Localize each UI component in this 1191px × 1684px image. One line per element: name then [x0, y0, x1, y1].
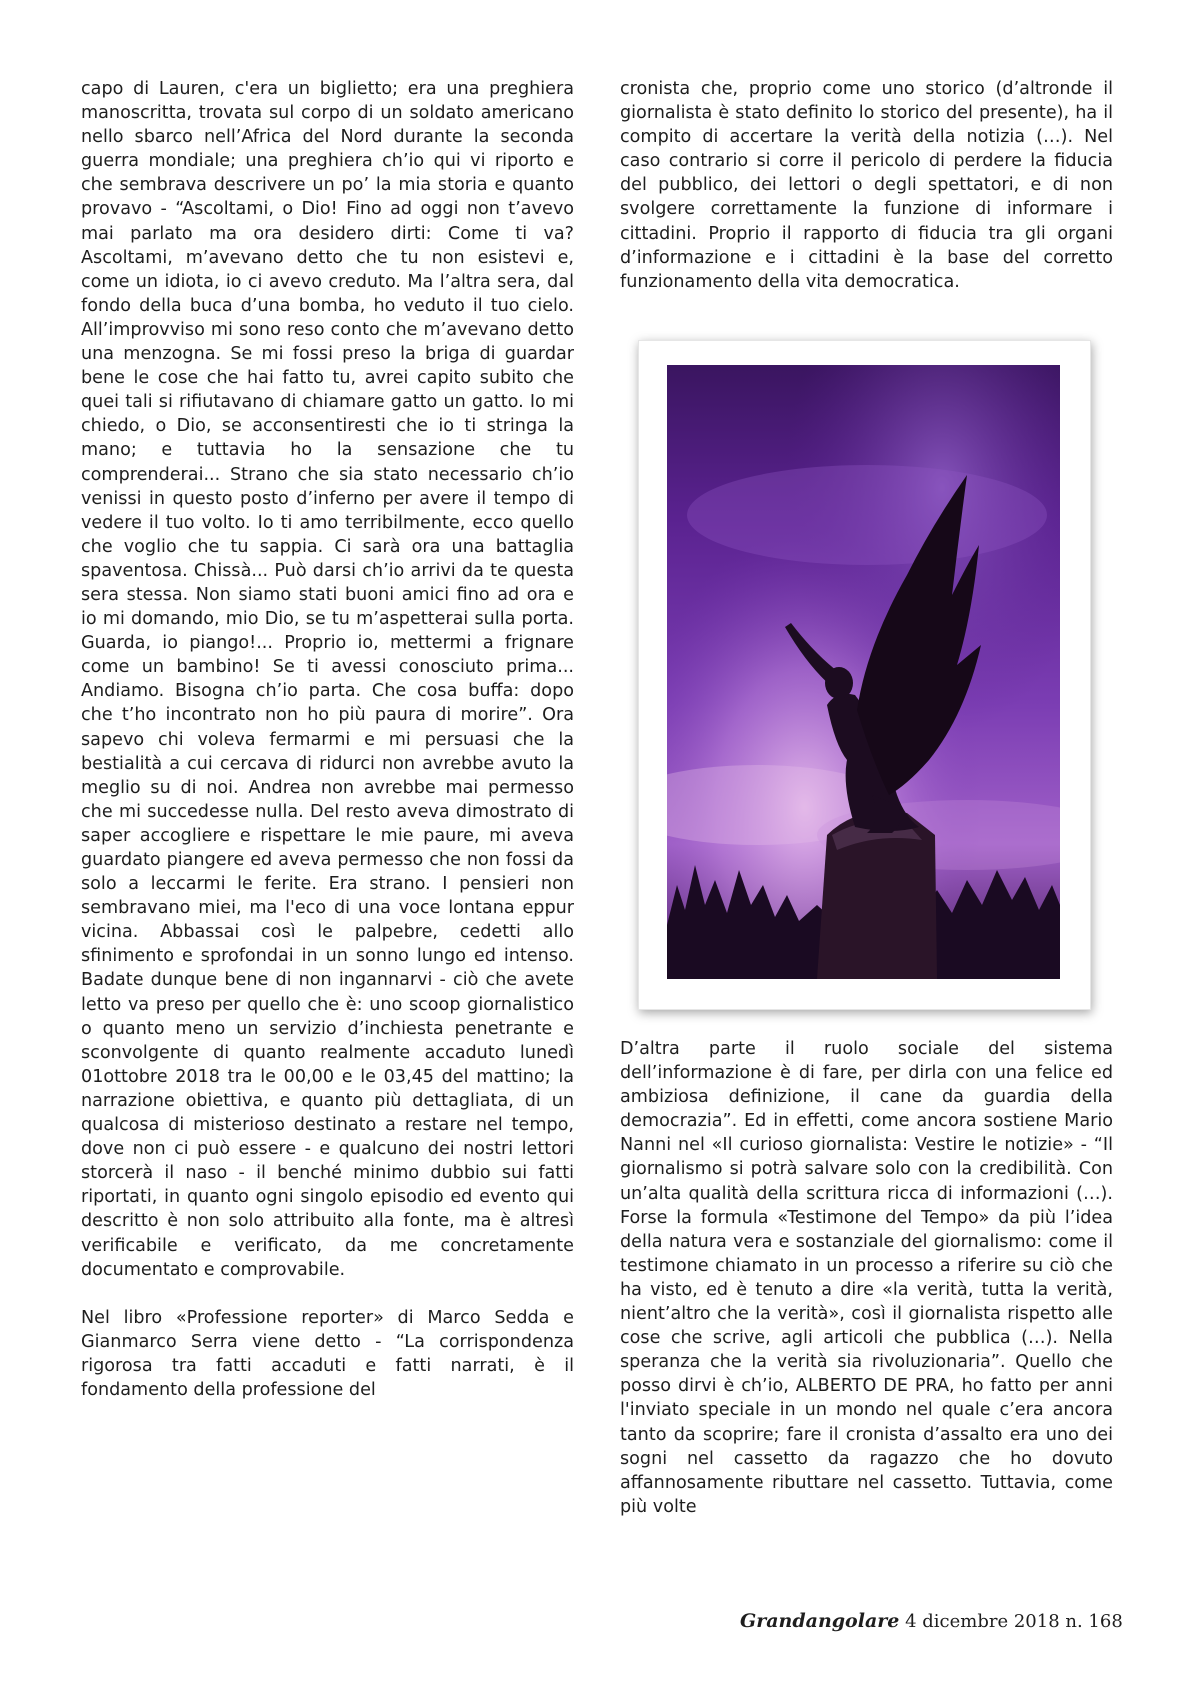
- magazine-name: Grandangolare: [740, 1610, 900, 1632]
- page-footer: [740, 1610, 1123, 1632]
- angel-statue-photo: [667, 365, 1060, 979]
- body-paragraph: cronista che, proprio come uno storico (d’altronde il giornalista è stato definito lo storico del presente), ha il compito di accertare la verità della notizia (…). Nel caso contrario si corre il pericolo di perdere la fiducia del pubblico, dei lettori o degli spettatori, e di non svolgere correttamente la funzione di informare i cittadini. Proprio il rapporto di fiducia tra gli organi d’informazione e i cittadini è la base del corretto funzionamento della vita democratica.: [620, 79, 1113, 292]
- body-paragraph: Nel libro «Professione reporter» di Marco Sedda e Gianmarco Serra viene detto - “La corrispondenza rigorosa tra fatti accaduti e fatti narrati, è il fondamento della professione del: [81, 1307, 574, 1400]
- body-paragraph: D’altra parte il ruolo sociale del sistema dell’informazione è di fare, per dirla con una felice ed ambiziosa definizione, il cane da guardia della democrazia”. Ed in effetti, come ancora sostiene Mario Nanni nel «Il curioso giornalista: Vestire le notizie» - “Il giornalismo si potrà salvare solo con la credibilità. Con un’alta qualità della scrittura ricca di informazioni (…). Forse la formula «Testimone del Tempo» da più l’idea della natura vera e sostanziale del giornalismo: come il testimone chiamato in un processo a riferire su ciò che ha visto, ed è tenuto a dire «la verità, tutta la verità, nient’altro che la verità», così il giornalista rispetto alle cose che scrive, agli articoli che pubblica (…). Nella speranza che la verità sia rivoluzionaria”. Quello che posso dirvi è ch’io, ALBERTO DE PRA, ho fatto per anni l'inviato speciale in un mondo nel quale c’era ancora tanto da scoprire; fare il cronista d’assalto era uno dei sogni nel cassetto da ragazzo che ho dovuto affannosamente ributtare nel cassetto. Tuttavia, come più volte: [620, 1039, 1113, 1517]
- body-paragraph: capo di Lauren, c'era un biglietto; era una preghiera manoscritta, trovata sul corpo di un soldato americano nello sbarco nell’Africa del Nord durante la seconda guerra mondiale; una preghiera ch’io qui vi riporto e che sembrava descrivere un po’ la mia storia e quanto provavo - “Ascoltami, o Dio! Fino ad oggi non t’avevo mai parlato ma ora desidero dirti: Come ti va? Ascoltami, m’avevano detto che tu non esistevi e, come un idiota, io ci avevo creduto. Ma l’altra sera, dal fondo della buca d’una bomba, ho veduto il tuo cielo. All’improvviso mi sono reso conto che m’avevano detto una menzogna. Se mi fossi preso la briga di guardar bene le cose che hai fatto tu, avrei capito subito che quei tali si rifiutavano di chiamare gatto un gatto. Io mi chiedo, o Dio, se acconsentiresti che io ti stringa la mano; e tuttavia ho la sensazione che tu comprenderai... Strano che sia stato necessario ch’io venissi in questo posto d’inferno per avere il tempo di vedere il tuo volto. Io ti amo terribilmente, ecco quello che voglio che tu sappia. Ci sarà ora una battaglia spaventosa. Chissà... Può darsi ch’io arrivi da te questa sera stessa. Non siamo stati buoni amici fino ad ora e io mi domando, mio Dio, se tu m’aspetterai sulla porta. Guarda, io piango!... Proprio io, mettermi a frignare come un bambino! Se ti avessi conosciuto prima... Andiamo. Bisogna ch’io parta. Che cosa buffa: dopo che t’ho incontrato non ho più paura di morire”. Ora sapevo chi voleva fermarmi e mi persuasi che la bestialità a cui cercava di ridurci non avrebbe avuto la meglio su di noi. Andrea non avrebbe mai permesso che mi succedesse nulla. Del resto aveva dimostrato di saper accogliere e rispettare le mie paure, mi aveva guardato piangere ed aveva permesso che non fossi da solo a leccarmi le ferite. Era strano. I pensieri non sembravano miei, ma l'eco di una voce lontana eppur vicina. Abbassai così le palpebre, cedetti allo sfinimento e sprofondai in un sonno lungo ed intenso. Badate dunque bene di non ingannarvi - ciò che avete letto va preso per quello che è: uno scoop giornalistico o quanto meno un servizio d’inchiesta penetrante e sconvolgente di quanto realmente accaduto lunedì 01ottobre 2018 tra le 00,00 e le 03,45 del mattino; la narrazione obiettiva, e quanto più dettagliata, di un qualcosa di misterioso destinato a restare nel tempo, dove non ci può essere - e qualcuno dei nostri lettori storcerà il naso - il benché minimo dubbio sui fatti riportati, in quanto ogni singolo episodio ed evento qui descritto è non solo attribuito alla fonte, ma è altresì verificabile e verificato, da me concretamente documentato e comprovabile.: [81, 79, 574, 1280]
- left-column: [81, 77, 574, 1402]
- right-column-bottom: [620, 1037, 1113, 1519]
- angel-photo-frame: [638, 340, 1091, 1010]
- issue-info: 4 dicembre 2018 n. 168: [905, 1611, 1123, 1632]
- right-column-top: [620, 77, 1113, 294]
